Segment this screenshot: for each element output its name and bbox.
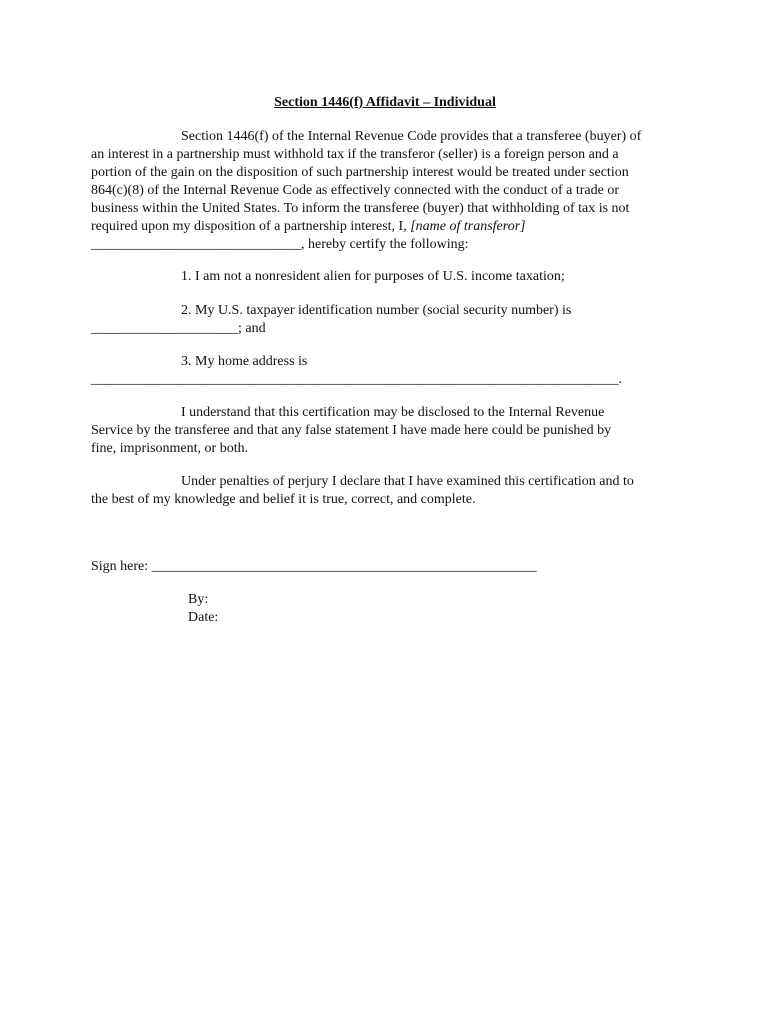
item-3-suffix: .	[618, 372, 622, 387]
certification-item-3	[91, 353, 681, 389]
tin-blank[interactable]: _____________________	[91, 321, 238, 336]
disclosure-line: Service by the transferee and that any false statement I have made here could be punished by	[91, 423, 612, 438]
intro-line: portion of the gain on the disposition of such partnership interest would be treated under section	[91, 165, 629, 180]
perjury-line: Under penalties of perjury I declare that I have examined this certification and to	[181, 474, 634, 489]
signature-blank[interactable]: _______________________________________________________	[151, 559, 537, 574]
certification-item-1	[91, 268, 681, 286]
intro-last-prefix: required upon my disposition of a partnership interest, I,	[91, 219, 411, 234]
item-3-text: 3. My home address is	[181, 354, 308, 369]
certification-item-2	[91, 302, 681, 338]
intro-line: an interest in a partnership must withhold tax if the transferor (seller) is a foreign person and a	[91, 147, 619, 162]
intro-line: Section 1446(f) of the Internal Revenue Code provides that a transferee (buyer) of	[181, 129, 642, 144]
perjury-paragraph	[91, 473, 681, 509]
perjury-line: the best of my knowledge and belief it is true, correct, and complete.	[91, 492, 476, 507]
item-1-text: 1. I am not a nonresident alien for purposes of U.S. income taxation;	[181, 269, 565, 284]
transferor-name-blank[interactable]: ______________________________	[91, 237, 301, 252]
intro-paragraph	[91, 128, 681, 254]
signature-line	[91, 558, 681, 576]
intro-line	[91, 218, 681, 236]
home-address-blank[interactable]: _____________________________________________________________________________	[91, 372, 619, 387]
item-2-text: 2. My U.S. taxpayer identification number (social security number) is	[181, 303, 572, 318]
item-2-suffix: ; and	[238, 321, 266, 336]
signature-details	[188, 591, 388, 627]
transferor-name-placeholder: [name of transferor]	[410, 219, 526, 234]
signature-section	[91, 558, 681, 576]
intro-line	[91, 236, 681, 254]
disclosure-paragraph	[91, 404, 681, 458]
intro-line: business within the United States. To inform the transferee (buyer) that withholding of tax is not	[91, 201, 630, 216]
disclosure-line: fine, imprisonment, or both.	[91, 441, 249, 456]
by-label: By:	[188, 592, 209, 607]
item-3-line	[91, 371, 681, 389]
item-2-line	[91, 320, 681, 338]
date-label: Date:	[188, 610, 219, 625]
intro-suffix: , hereby certify the following:	[301, 237, 469, 252]
disclosure-line: I understand that this certification may be disclosed to the Internal Revenue	[181, 405, 605, 420]
intro-line: 864(c)(8) of the Internal Revenue Code as effectively connected with the conduct of a trade or	[91, 183, 620, 198]
page-title: Section 1446(f) Affidavit – Individual	[274, 95, 496, 110]
sign-here-label: Sign here:	[91, 559, 152, 574]
